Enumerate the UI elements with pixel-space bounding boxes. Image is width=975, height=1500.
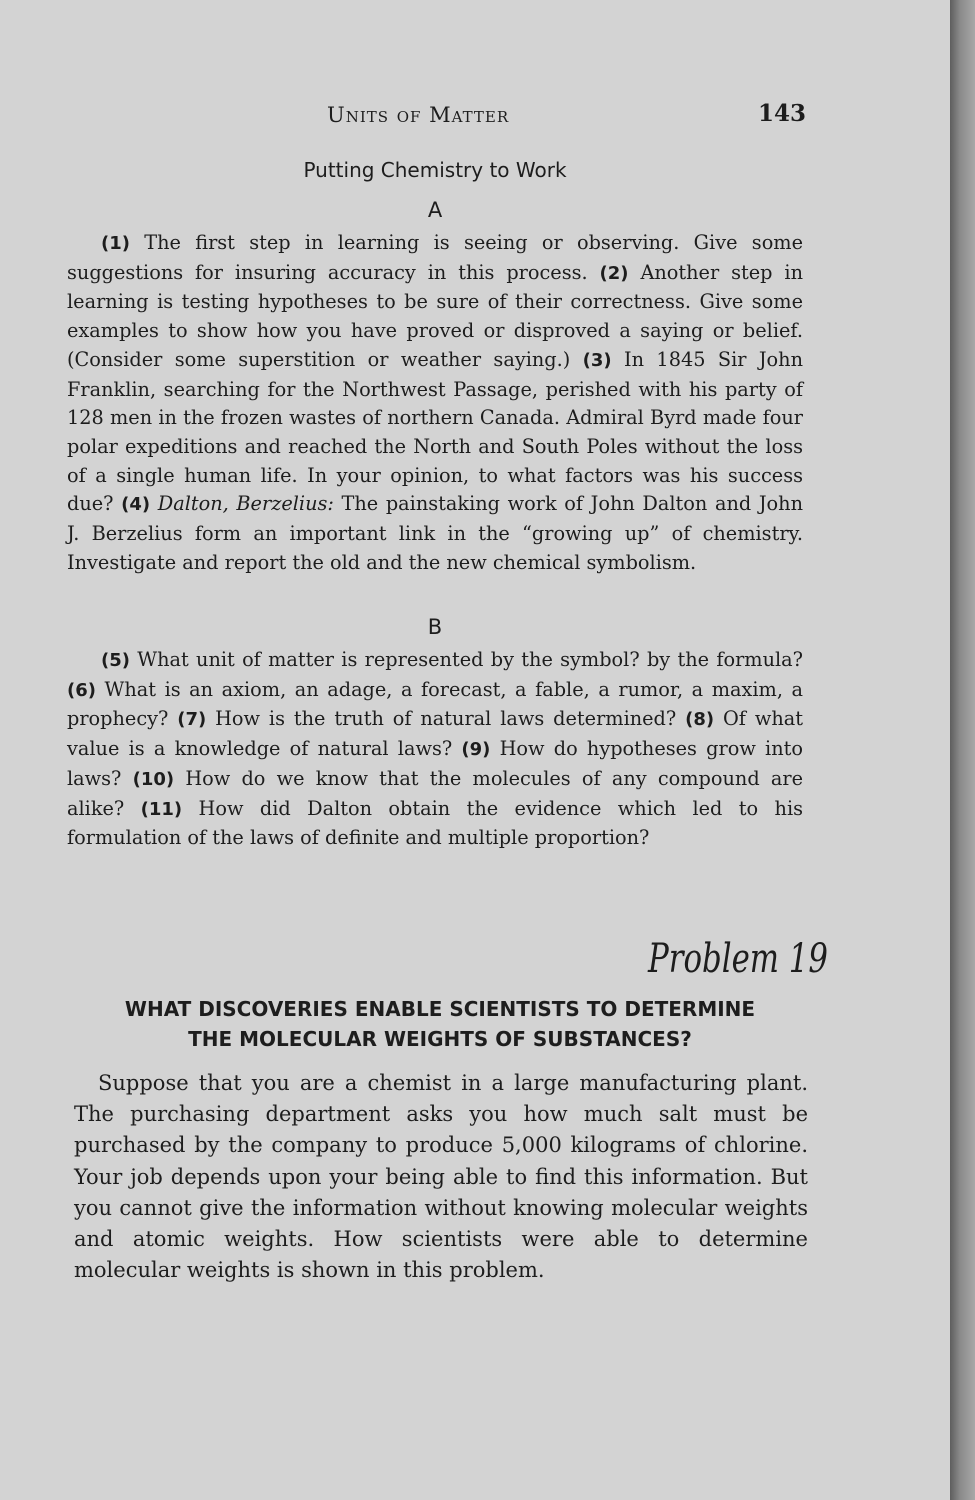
question-number: (11) (140, 798, 183, 820)
problem-heading-line-1: WHAT DISCOVERIES ENABLE SCIENTISTS TO DETERMINE (124, 997, 756, 1021)
question-text: What is an axiom, an adage, a forecast, a fable, a rumor, a maxim, a prophecy? (67, 677, 803, 731)
part-b-questions (67, 646, 803, 853)
part-b-label: B (427, 615, 443, 639)
question-number: (1) (101, 233, 130, 254)
question-text: What unit of matter is represented by the symbol? by the formula? (129, 648, 803, 671)
problem-intro: Suppose that you are a chemist in a large manufacturing plant. The purchasing department asks you how much salt must be purchased by the company to produce 5,000 kilograms of chlorine. Your job depends upon your being able to find this information. But you cannot give the information without knowing molecular weights and atomic weights. How scientists were able to determine molecular weights is shown in this problem. (74, 1071, 808, 1283)
part-a-label: A (427, 198, 443, 222)
question-text: How do we know that the molecules of any compound are alike? (67, 766, 804, 820)
problem-heading-line-2: THE MOLECULAR WEIGHTS OF SUBSTANCES? (188, 1027, 692, 1051)
problem-handwritten-label (640, 910, 840, 1000)
question-text: Another step in learning is testing hypotheses to be sure of their correctness. Give some examples to show how you have proved or disproved a saying or belief. (Consider some superstition or weather saying.) (67, 260, 803, 371)
question-number: (2) (599, 262, 629, 284)
problem-heading (72, 994, 808, 1054)
question-text: How do hypotheses grow into laws? (67, 737, 803, 790)
question-text: How did Dalton obtain the evidence which led to his formulation of the laws of definite and multiple proportion? (67, 796, 804, 850)
question-number: (5) (101, 650, 130, 671)
running-head: Units of Matter (327, 103, 510, 127)
question-number: (6) (67, 679, 96, 701)
question-text: The first step in learning is seeing or observing. Give some suggestions for insuring accuracy in this process. (67, 231, 803, 284)
section-title: Putting Chemistry to Work (303, 158, 567, 182)
question-text: How is the truth of natural laws determined? (206, 707, 686, 731)
question-text: In 1845 Sir John Franklin, searching for the Northwest Passage, perished with his party of 128 men in the frozen wastes of northern Canada. Admiral Byrd made four polar expeditions and reached the North and South Poles without the loss of a single human life. In your opinion, to what factors was his success due? (67, 347, 803, 516)
question-text: Of what value is a knowledge of natural laws? (67, 707, 803, 761)
question-text: The painstaking work of John Dalton and John J. Berzelius form an important link in the “growing up” of chemistry. Investigate and report the old and the new chemical symbolism. (67, 492, 803, 574)
problem-label-text: Problem 19 (647, 936, 828, 982)
page-number: 143 (758, 100, 807, 127)
question-number: (8) (685, 709, 715, 731)
question-number: (10) (132, 768, 175, 790)
question-number: (4) (121, 494, 151, 516)
part-a-questions (67, 229, 803, 577)
question-number: (7) (177, 709, 207, 731)
question-names: Dalton, Berzelius: (150, 492, 334, 516)
question-number: (3) (582, 349, 612, 371)
question-number: (9) (461, 739, 491, 761)
page-gutter-shadow (950, 0, 975, 1500)
